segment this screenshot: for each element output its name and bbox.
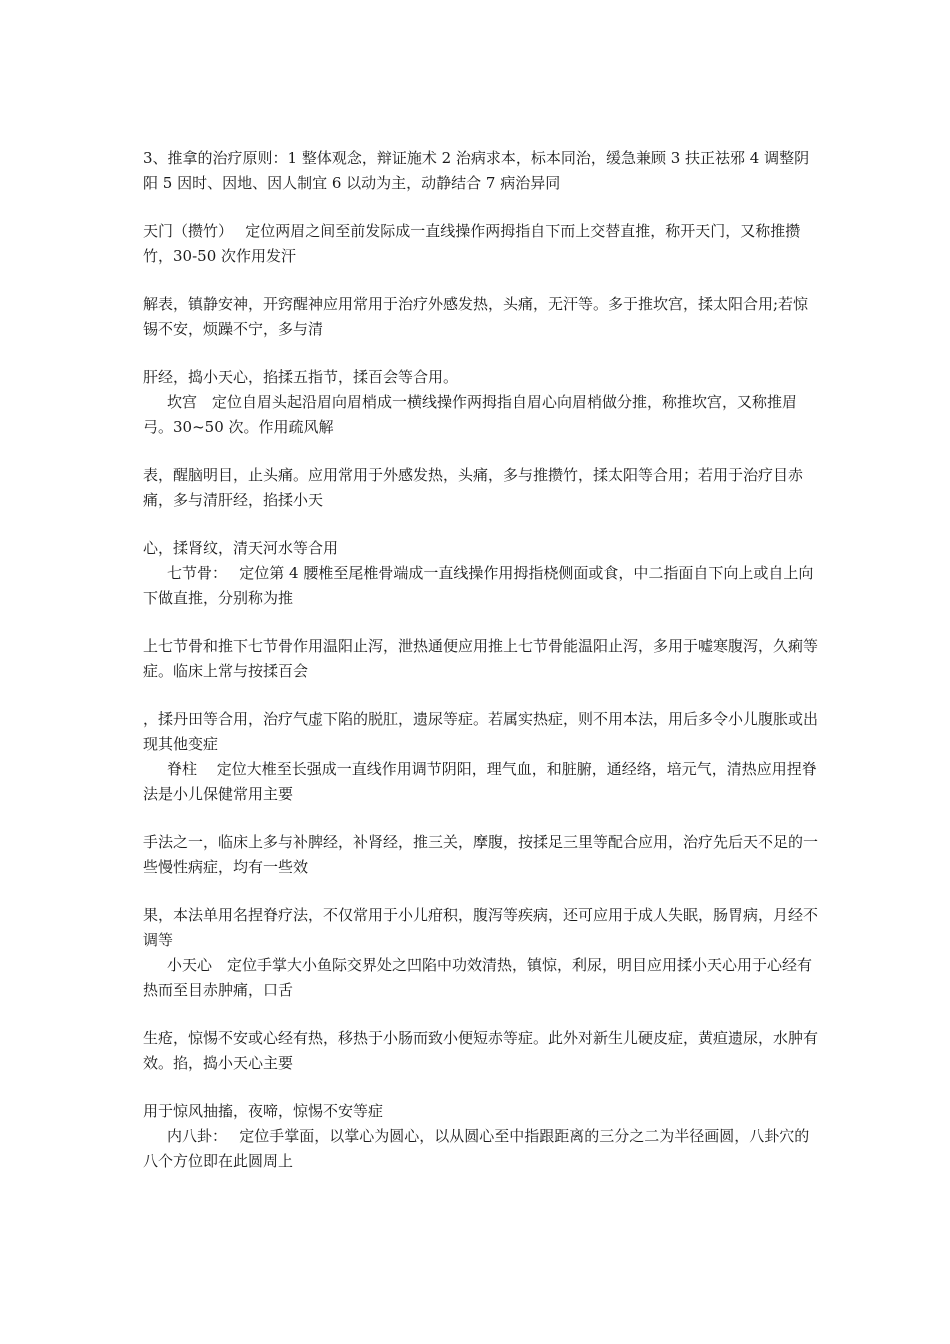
paragraph: 坎宫 定位自眉头起沿眉向眉梢成一横线操作两拇指自眉心向眉梢做分推，称推坎宫，又称推眉弓。30~50 次。作用疏风解: [143, 393, 798, 436]
paragraph-gap: [143, 196, 823, 219]
paragraph: 果，本法单用名捏脊疗法，不仅常用于小儿疳积，腹泻等疾病，还可应用于成人失眠，肠胃病，月经不调等: [143, 906, 819, 949]
paragraph: 心，揉肾纹，清天河水等合用: [143, 539, 339, 557]
paragraph: 小天心 定位手掌大小鱼际交界处之凹陷中功效清热，镇惊，利尿，明目应用揉小天心用于心经有热而至目赤肿痛，口舌: [143, 956, 813, 999]
paragraph-gap: [143, 440, 823, 463]
paragraph: 天门（攒竹） 定位两眉之间至前发际成一直线操作两拇指自下而上交替直推，称开天门，又称推攒竹，30-50 次作用发汗: [143, 222, 801, 265]
paragraph: 肝经，捣小天心，掐揉五指节，揉百会等合用。: [143, 368, 459, 386]
paragraph-gap: [143, 880, 823, 903]
paragraph: 内八卦： 定位手掌面，以掌心为圆心，以从圆心至中指跟距离的三分之二为半径画圆，八卦穴的八个方位即在此圆周上: [143, 1127, 810, 1170]
paragraph-gap: [143, 269, 823, 292]
paragraph: 手法之一，临床上多与补脾经，补肾经，推三关，摩腹，按揉足三里等配合应用，治疗先后天不足的一些慢性病症，均有一些效: [143, 833, 819, 876]
paragraph-gap: [143, 513, 823, 536]
paragraph: 用于惊风抽搐，夜啼，惊惕不安等症: [143, 1102, 384, 1120]
paragraph: ，揉丹田等合用，治疗气虚下陷的脱肛，遗尿等症。若属实热症，则不用本法，用后多令小儿腹胀或出现其他变症: [143, 710, 819, 753]
paragraph-gap: [143, 611, 823, 634]
paragraph: 七节骨： 定位第 4 腰椎至尾椎骨端成一直线操作用拇指桡侧面或食，中二指面自下向上或自上向下做直推，分别称为推: [143, 564, 814, 607]
paragraph: 脊柱 定位大椎至长强成一直线作用调节阴阳，理气血，和脏腑，通经络，培元气，清热应用捏脊法是小儿保健常用主要: [143, 760, 817, 803]
paragraph-gap: [143, 684, 823, 707]
paragraph-gap: [143, 342, 823, 365]
paragraph: 3、推拿的治疗原则：1 整体观念，辩证施术 2 治病求本，标本同治，缓急兼顾 3 扶正祛邪 4 调整阴阳 5 因时、因地、因人制宜 6 以动为主，动静结合 7 病治异同: [143, 149, 810, 192]
paragraph-gap: [143, 1076, 823, 1099]
paragraph: 解表，镇静安神，开窍醒神应用常用于治疗外感发热，头痛，无汗等。多于推坎宫，揉太阳合用;若惊锡不安，烦躁不宁，多与清: [143, 295, 809, 338]
paragraph: 生疮，惊惕不安或心经有热，移热于小肠而致小便短赤等症。此外对新生儿硬皮症，黄疸遗尿，水肿有效。掐，捣小天心主要: [143, 1029, 819, 1072]
document-body: [143, 146, 823, 1174]
paragraph-gap: [143, 1003, 823, 1026]
paragraph-gap: [143, 807, 823, 830]
paragraph: 表，醒脑明目，止头痛。应用常用于外感发热，头痛，多与推攒竹，揉太阳等合用；若用于治疗目赤痛，多与清肝经，掐揉小天: [143, 466, 804, 509]
paragraph: 上七节骨和推下七节骨作用温阳止泻，泄热通便应用推上七节骨能温阳止泻，多用于嘘寒腹泻，久痢等症。临床上常与按揉百会: [143, 637, 819, 680]
